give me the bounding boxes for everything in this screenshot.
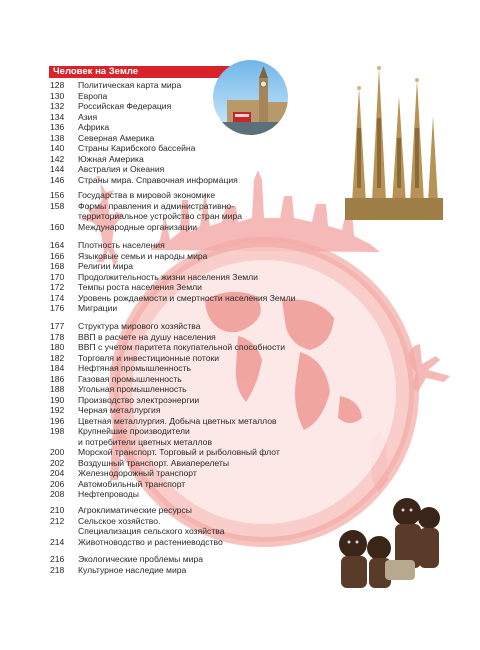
toc-page-number: 192 [50, 405, 65, 415]
section-title: Человек на Земле [53, 66, 139, 77]
toc-page-number: 142 [50, 153, 65, 164]
toc-page-number: 160 [50, 221, 65, 232]
toc-page-number: 166 [50, 250, 65, 261]
toc-entry-title: Австралия и Океания [78, 164, 165, 174]
toc-entry-title: Продолжительность жизни населения Земли [78, 271, 258, 282]
toc-entry-title: Нефтяная промышленность [78, 363, 191, 373]
toc-page-number: 128 [50, 80, 65, 90]
toc-page-number: 146 [50, 174, 65, 185]
toc-entry-title: Политическая карта мира [78, 80, 182, 90]
toc-page-number: 184 [50, 363, 65, 373]
toc-page-number: 136 [50, 122, 65, 132]
toc-page-number: 164 [50, 240, 65, 250]
toc-page-number: 168 [50, 261, 65, 271]
toc-page-number: 216 [50, 554, 65, 564]
london-globe-photo [213, 60, 288, 135]
toc-entry-title: Черная металлургия [78, 405, 161, 415]
toc-entry-title: Государства в мировой экономике [78, 190, 216, 200]
toc-page-number: 210 [50, 505, 65, 515]
toc-page-number: 144 [50, 164, 65, 174]
toc-entry-title: Морской транспорт. Торговый и рыболовный флот [78, 447, 280, 457]
toc-entry-title: Торговля и инвестиционные потоки [78, 352, 220, 363]
toc-entry-title: Экологические проблемы мира [78, 554, 204, 564]
toc-entry-title: Газовая промышленность [78, 373, 182, 384]
toc-entry-title: Российская Федерация [78, 101, 172, 111]
toc-entry-title: Автомобильный транспорт [78, 478, 186, 489]
toc-entry-title: Страны Карибского бассейна [78, 143, 196, 153]
toc-page-number: 208 [50, 489, 65, 499]
toc-page-number: 176 [50, 303, 65, 313]
toc-entry-title: Сельское хозяйство. [78, 515, 161, 526]
toc-page-number: 196 [50, 415, 65, 426]
toc-page-number: 138 [50, 132, 65, 143]
toc-page-number: 156 [50, 190, 65, 200]
toc-page-number: 214 [50, 536, 65, 547]
toc-page-number: 206 [50, 478, 65, 489]
toc-entry-title: Африка [78, 122, 110, 132]
toc-page-number: 177 [50, 321, 65, 331]
toc-entry-title: Формы правления и административно- [78, 200, 235, 211]
toc-page-number: 170 [50, 271, 65, 282]
toc-page-number: 134 [50, 111, 65, 122]
toc-entry-title: Страны мира. Справочная информация [78, 174, 238, 185]
toc-entry-title: Южная Америка [78, 153, 144, 164]
toc-entry-title: Структура мирового хозяйства [78, 321, 201, 331]
toc-page-number: 204 [50, 468, 65, 478]
toc-entry-title: Агроклиматические ресурсы [78, 505, 192, 515]
toc-entry-title: Миграции [78, 303, 118, 313]
toc-page-number: 218 [50, 564, 65, 575]
toc-entry-title-continued: и потребители цветных металлов [78, 436, 213, 447]
toc-entry-title: Железнодорожный транспорт [78, 468, 197, 478]
toc-entry-title: Азия [78, 111, 98, 122]
toc-page-number: 182 [50, 352, 65, 363]
toc-page-number: 172 [50, 282, 65, 292]
toc-entry-title: Религии мира [78, 261, 134, 271]
toc-entry-title: Европа [78, 90, 108, 101]
toc-entry-title: Международные организации [78, 221, 198, 232]
toc-page-number: 186 [50, 373, 65, 384]
toc-entry-title: Производство электроэнергии [78, 394, 200, 405]
toc-page-number: 198 [50, 426, 65, 436]
toc-entry-title: ВВП в расчете на душу населения [78, 331, 216, 342]
toc-entry-title: Культурное наследие мира [78, 564, 187, 575]
toc-page-number: 140 [50, 143, 65, 153]
toc-page-number: 202 [50, 457, 65, 468]
toc-entry-title-continued: Специализация сельского хозяйства [78, 526, 225, 536]
toc-entry-title: Языковые семьи и народы мира [78, 250, 208, 261]
toc-entry-title: Животноводство и растениеводство [78, 536, 223, 547]
toc-page-number: 190 [50, 394, 65, 405]
toc-entry-title: Крупнейшие производители [78, 426, 190, 436]
toc-page-number: 212 [50, 515, 65, 526]
toc-entry-title: ВВП с учетом паритета покупательной способности [78, 342, 286, 352]
toc-entry-title: Плотность населения [78, 240, 165, 250]
toc-entry-title-continued: территориальное устройство стран мира [78, 211, 242, 221]
toc-page-number: 180 [50, 342, 65, 352]
toc-page-number: 132 [50, 101, 65, 111]
toc-entry-title: Цветная металлургия. Добыча цветных металлов [78, 415, 277, 426]
toc-page-number: 188 [50, 384, 65, 394]
toc-page-number: 178 [50, 331, 65, 342]
cathedral-photo [345, 58, 443, 220]
children-photo [325, 488, 445, 588]
toc-page-number: 158 [50, 200, 65, 211]
toc-entry-title: Уровень рождаемости и смертности населения Земли [78, 292, 296, 303]
toc-page-number: 174 [50, 292, 65, 303]
toc-page-number: 200 [50, 447, 65, 457]
toc-entry-title: Воздушный транспорт. Авиаперелеты [78, 457, 230, 468]
toc-entry-title: Угольная промышленность [78, 384, 187, 394]
toc-page-number: 130 [50, 90, 65, 101]
toc-entry-title: Северная Америка [78, 132, 155, 143]
toc-entry-title: Темпы роста населения Земли [78, 282, 202, 292]
toc-entry-title: Нефтепроводы [78, 489, 139, 499]
